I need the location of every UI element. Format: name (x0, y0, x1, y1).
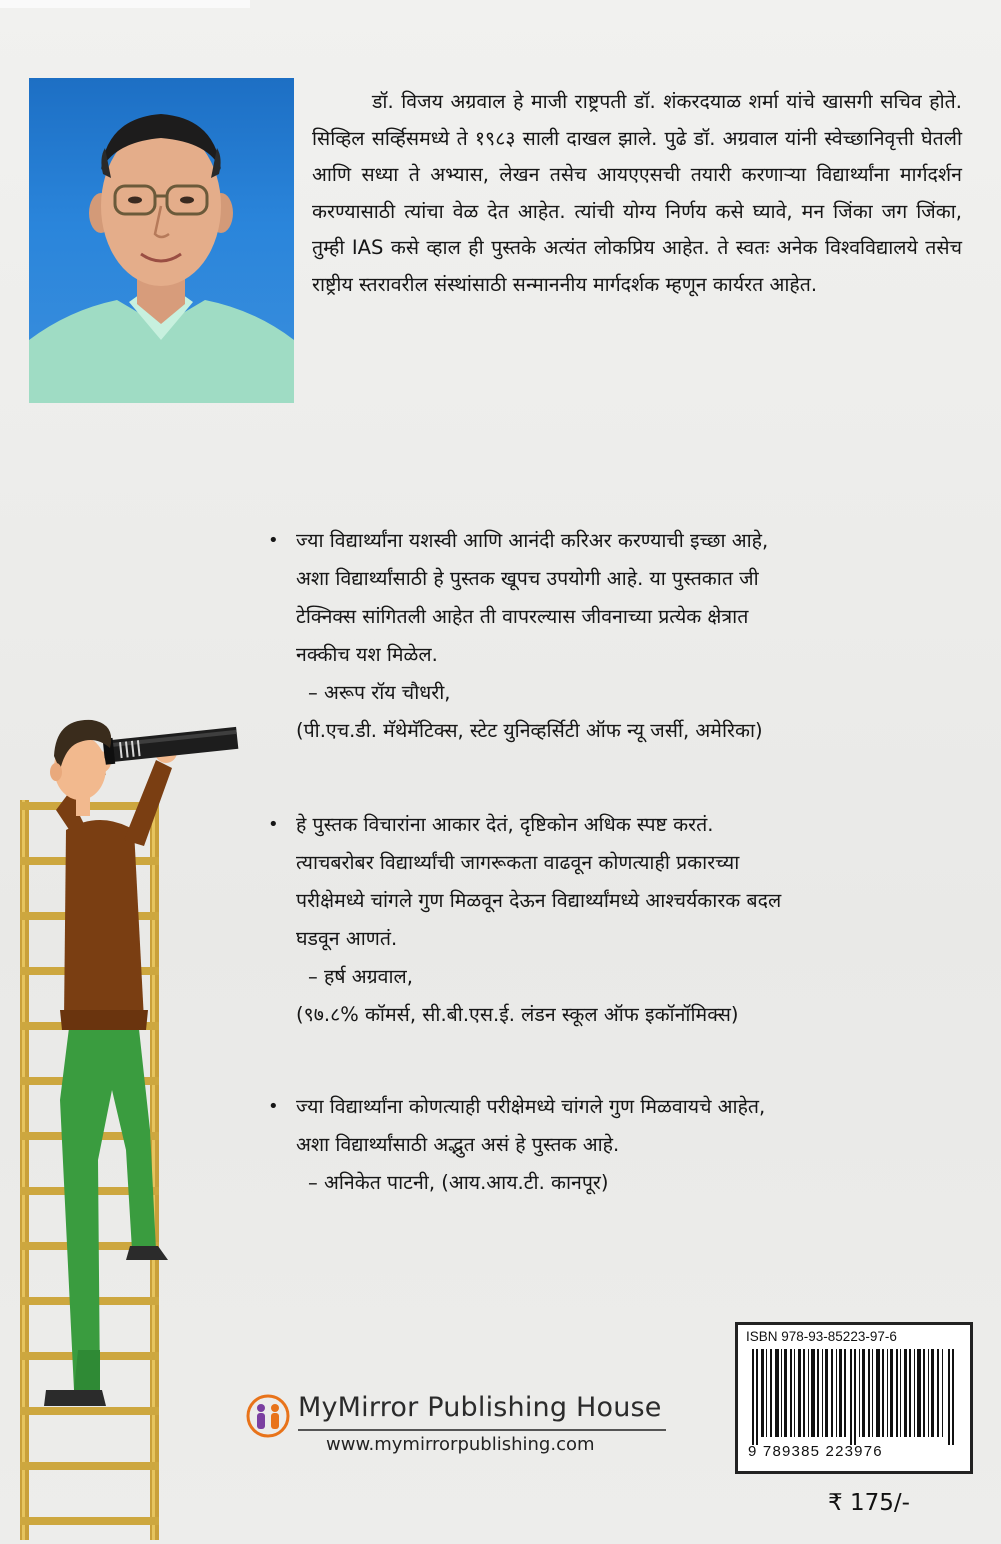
testimonial-attribution: – अरूप रॉय चौधरी, (308, 681, 451, 704)
testimonial-line: ज्या विद्यार्थ्यांना यशस्वी आणि आनंदी करिअर करण्याची इच्छा आहे, (296, 529, 769, 552)
price: ₹ 175/- (828, 1490, 910, 1516)
isbn-label: ISBN 978-93-85223-97-6 (746, 1329, 897, 1344)
publisher-url: www.mymirrorpublishing.com (326, 1434, 595, 1455)
testimonial-line: परीक्षेमध्ये चांगले गुण मिळवून देऊन विद्यार्थ्यांमध्ये आश्चर्यकारक बदल (296, 889, 782, 912)
testimonial-line: ज्या विद्यार्थ्यांना कोणत्याही परीक्षेमध्ये चांगले गुण मिळवायचे आहेत, (296, 1095, 766, 1118)
bullet-icon: • (268, 814, 279, 835)
bullet-icon: • (268, 530, 279, 551)
publisher-block (246, 1386, 686, 1466)
publisher-name: MyMirror Publishing House (298, 1392, 662, 1423)
testimonial-attribution: – अनिकेत पाटनी, (आय.आय.टी. कानपूर) (308, 1171, 609, 1194)
testimonial-line: अशा विद्यार्थ्यांसाठी हे पुस्तक खूपच उपयोगी आहे. या पुस्तकात जी (296, 567, 759, 590)
testimonial-line: अशा विद्यार्थ्यांसाठी अद्भुत असं हे पुस्तक आहे. (296, 1133, 620, 1156)
testimonial-line: घडवून आणतं. (296, 927, 398, 950)
ladder-telescope-illustration (0, 690, 240, 1540)
barcode-icon (752, 1349, 956, 1445)
testimonial-line: हे पुस्तक विचारांना आकार देतं, दृष्टिकोन अधिक स्पष्ट करतं. (296, 813, 714, 836)
testimonial-affiliation: (९७.८% कॉमर्स, सी.बी.एस.ई. लंडन स्कूल ऑफ इकॉनॉमिक्स) (296, 1003, 739, 1026)
author-bio: डॉ. विजय अग्रवाल हे माजी राष्ट्रपती डॉ. शंकरदयाळ शर्मा यांचे खासगी सचिव होते. सिव्हिल सर्व्हिसमध्ये ते १९८३ साली दाखल झाले. पुढे डॉ. अग्रवाल यांनी स्वेच्छानिवृत्ती घेतली आणि सध्या ते अभ्यास, लेखन तसेच आयएएसची तयारी करणाऱ्या विद्यार्थ्यांना मार्गदर्शन करण्यासाठी त्यांचा वेळ देत आहेत. त्यांची योग्य निर्णय कसे घ्यावे, मन जिंका जग जिंका, तुम्ही IAS कसे व्हाल ही पुस्तके अत्यंत लोकप्रिय आहेत. ते स्वतः अनेक विश्वविद्यालये तसेच राष्ट्रीय स्तरावरील संस्थांसाठी सन्माननीय मार्गदर्शक म्हणून कार्यरत आहेत. (312, 90, 962, 296)
isbn-barcode (735, 1322, 973, 1474)
people-logo-icon (246, 1394, 290, 1438)
bullet-icon: • (268, 1096, 279, 1117)
testimonial-line: नक्कीच यश मिळेल. (296, 643, 438, 666)
divider (298, 1429, 666, 1431)
testimonial-3 (268, 1088, 968, 1202)
testimonial-line: टेक्निक्स सांगितली आहेत ती वापरल्यास जीवनाच्या प्रत्येक क्षेत्रात (296, 605, 749, 628)
author-photo (29, 78, 294, 403)
cover-edge (0, 0, 250, 8)
testimonial-2 (268, 806, 968, 1034)
testimonial-attribution: – हर्ष अग्रवाल, (308, 965, 413, 988)
testimonial-1 (268, 522, 968, 750)
isbn-digits: 9 789385 223976 (748, 1443, 883, 1460)
testimonial-line: त्याचबरोबर विद्यार्थ्यांची जागरूकता वाढवून कोणत्याही प्रकारच्या (296, 851, 740, 874)
testimonial-affiliation: (पी.एच.डी. मॅथेमॅटिक्स, स्टेट युनिव्हर्सिटी ऑफ न्यू जर्सी, अमेरिका) (296, 719, 763, 742)
